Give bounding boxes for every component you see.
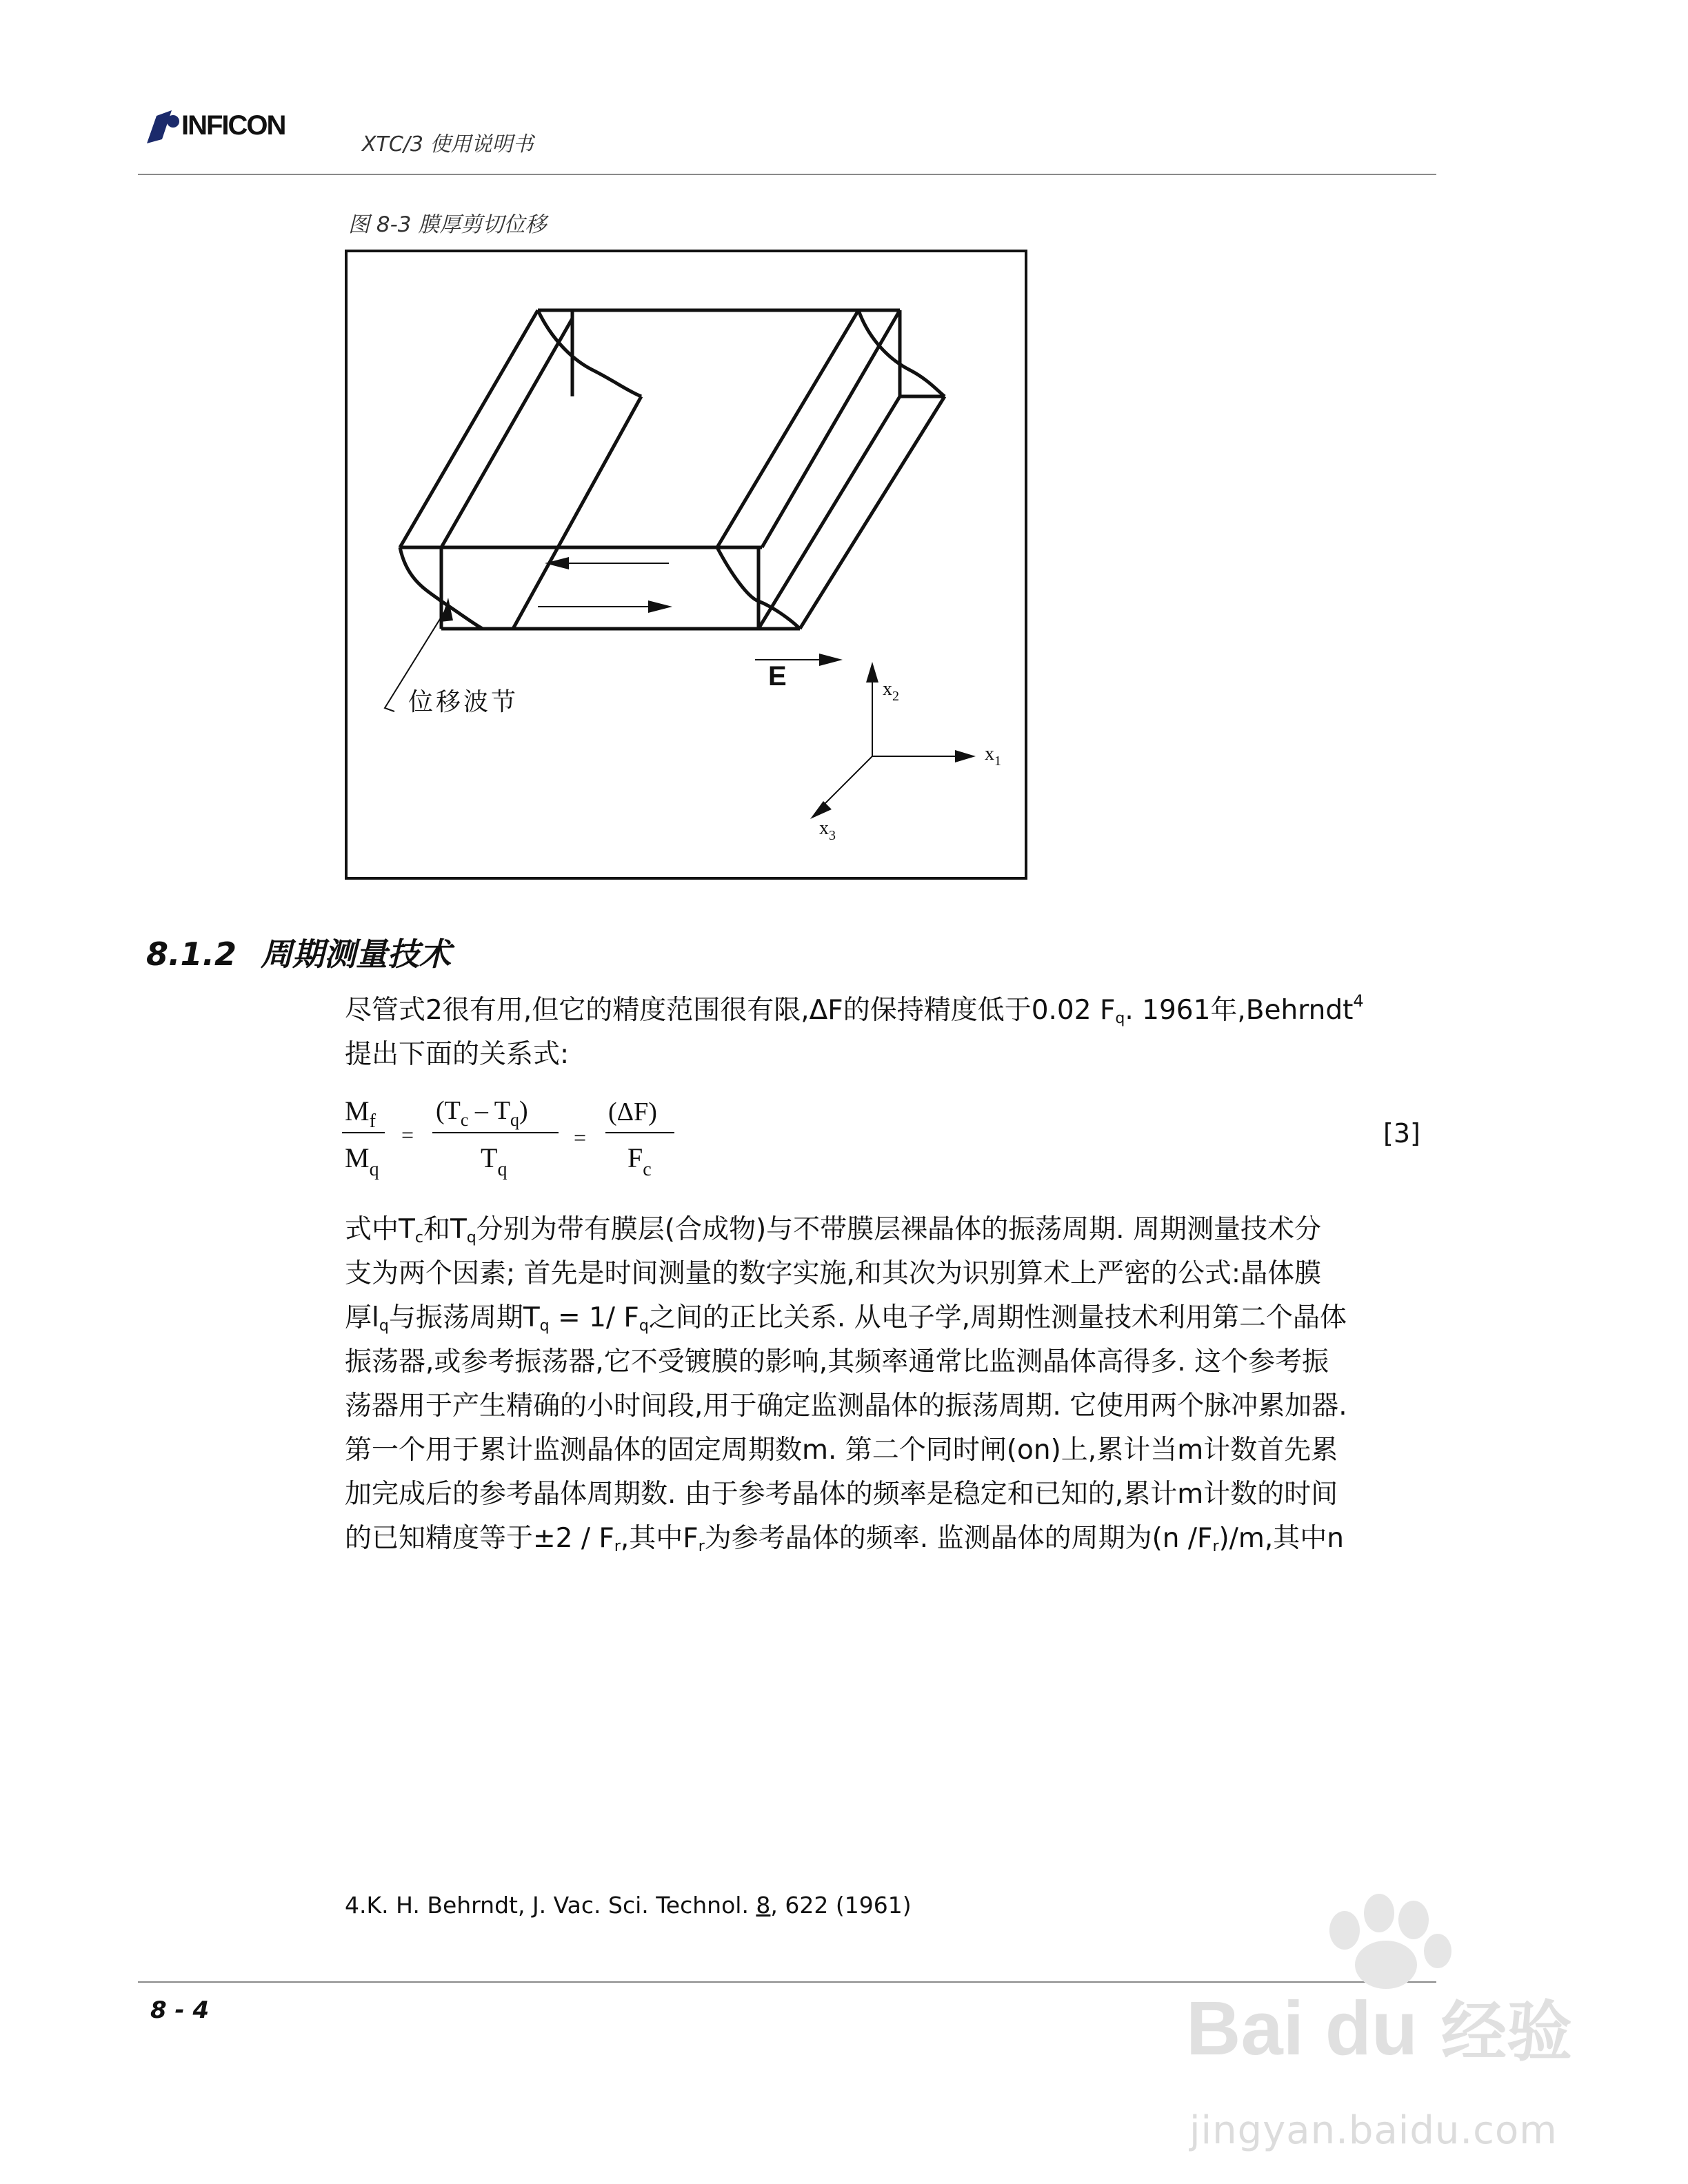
eq-rhs-denominator: $F_c$ — [627, 1142, 652, 1180]
x3-arrow-icon — [810, 801, 832, 819]
right-arrow-icon — [648, 600, 672, 613]
document-title: XTC/3 使用说明书 — [362, 132, 534, 156]
body-line: 厚$l_q$与振荡周期$T_q = 1/$ $F_q$之间的正比关系. 从电子学,周期性测量技术利用第二个晶体 — [345, 1302, 1347, 1335]
body-line: 荡器用于产生精确的小时间段,用于确定监测晶体的振荡周期. 它使用两个脉冲累加器. — [345, 1391, 1347, 1422]
body-line: 加完成后的参考晶体周期数. 由于参考晶体的频率是稳定和已知的,累计m计数的时间 — [345, 1479, 1338, 1510]
intro-line: 尽管式2很有用,但它的精度范围很有限,ΔF的保持精度低于0.02 $F_q$. 1961年,Behrndt$^4$ — [345, 991, 1364, 1027]
baidu-watermark — [1172, 1882, 1600, 2089]
footnote: 4.K. H. Behrndt, J. Vac. Sci. Technol. 8, 622 (1961) — [345, 1892, 912, 1919]
eq-rhs-numerator: (ΔF) — [608, 1098, 657, 1126]
field-label: E — [768, 661, 787, 691]
logo-text: INFICON — [181, 110, 285, 141]
eq-mid-numerator: $(T_c - T_q)$ — [436, 1096, 528, 1130]
field-arrow-icon — [819, 654, 843, 666]
axis-x3-label: $x_3$ — [819, 818, 836, 843]
watermark-product: 经验 — [1441, 1994, 1573, 2070]
coordinate-axes — [810, 662, 1001, 843]
section-number: 8.1.2 — [146, 936, 237, 973]
section-heading — [146, 929, 451, 975]
paw-icon — [1329, 1894, 1451, 1989]
crystal-diagram — [400, 310, 945, 629]
section-title: 周期测量技术 — [261, 936, 451, 973]
eq-lhs-denominator: $M_q$ — [345, 1142, 379, 1180]
body-paragraph — [345, 1208, 1347, 1561]
intro-paragraph — [345, 989, 1364, 1077]
x2-arrow-icon — [866, 662, 878, 682]
body-line: 第一个用于累计监测晶体的固定周期数m. 第二个同时闸(on)上,累计当m计数首先累 — [345, 1435, 1338, 1466]
eq-equals-1: = — [401, 1122, 414, 1147]
watermark-brand: Bai du — [1186, 1986, 1418, 2071]
header-divider — [138, 174, 1436, 175]
body-line: 支为两个因素; 首先是时间测量的数字实施,和其次为识别算术上严密的公式:晶体膜 — [345, 1258, 1322, 1289]
node-pointer — [385, 598, 519, 716]
eq-equals-2: = — [574, 1125, 587, 1150]
node-label: 位移波节 — [408, 688, 519, 716]
watermark-site: jingyan.baidu.com — [1189, 2108, 1558, 2153]
eq-lhs-numerator: $M_f$ — [345, 1095, 376, 1132]
eq-mid-denominator: $T_q$ — [481, 1142, 508, 1180]
page-number: 8 - 4 — [150, 1996, 210, 2024]
intro-line: 提出下面的关系式: — [345, 1039, 570, 1070]
x1-arrow-icon — [955, 750, 976, 762]
shear-displacement-figure — [345, 250, 1027, 880]
field-arrow — [755, 654, 843, 691]
body-line: 的已知精度等于$\pm 2 / F_r$,其中$F_r$为参考晶体的频率. 监测晶体的周期为(n $/F_r)/m$,其中n — [345, 1523, 1345, 1555]
shear-arrows — [538, 557, 672, 613]
inficon-logo — [141, 103, 348, 152]
equation-number: [3] — [1383, 1118, 1420, 1149]
body-line: 式中$T_c$和$T_q$分别为带有膜层(合成物)与不带膜层裸晶体的振荡周期. 周期测量技术分 — [345, 1214, 1321, 1246]
axis-x1-label: $x_1$ — [985, 743, 1001, 769]
figure-frame — [346, 251, 1026, 878]
body-line: 振荡器,或参考振荡器,它不受镀膜的影响,其频率通常比监测晶体高得多. 这个参考振 — [345, 1346, 1329, 1377]
footnote-volume: 8 — [756, 1892, 771, 1919]
axis-x2-label: $x_2$ — [883, 678, 899, 704]
equation-3 — [339, 1093, 725, 1189]
figure-caption: 图 8-3 膜厚剪切位移 — [348, 212, 547, 237]
logo-mark-icon — [147, 110, 179, 143]
